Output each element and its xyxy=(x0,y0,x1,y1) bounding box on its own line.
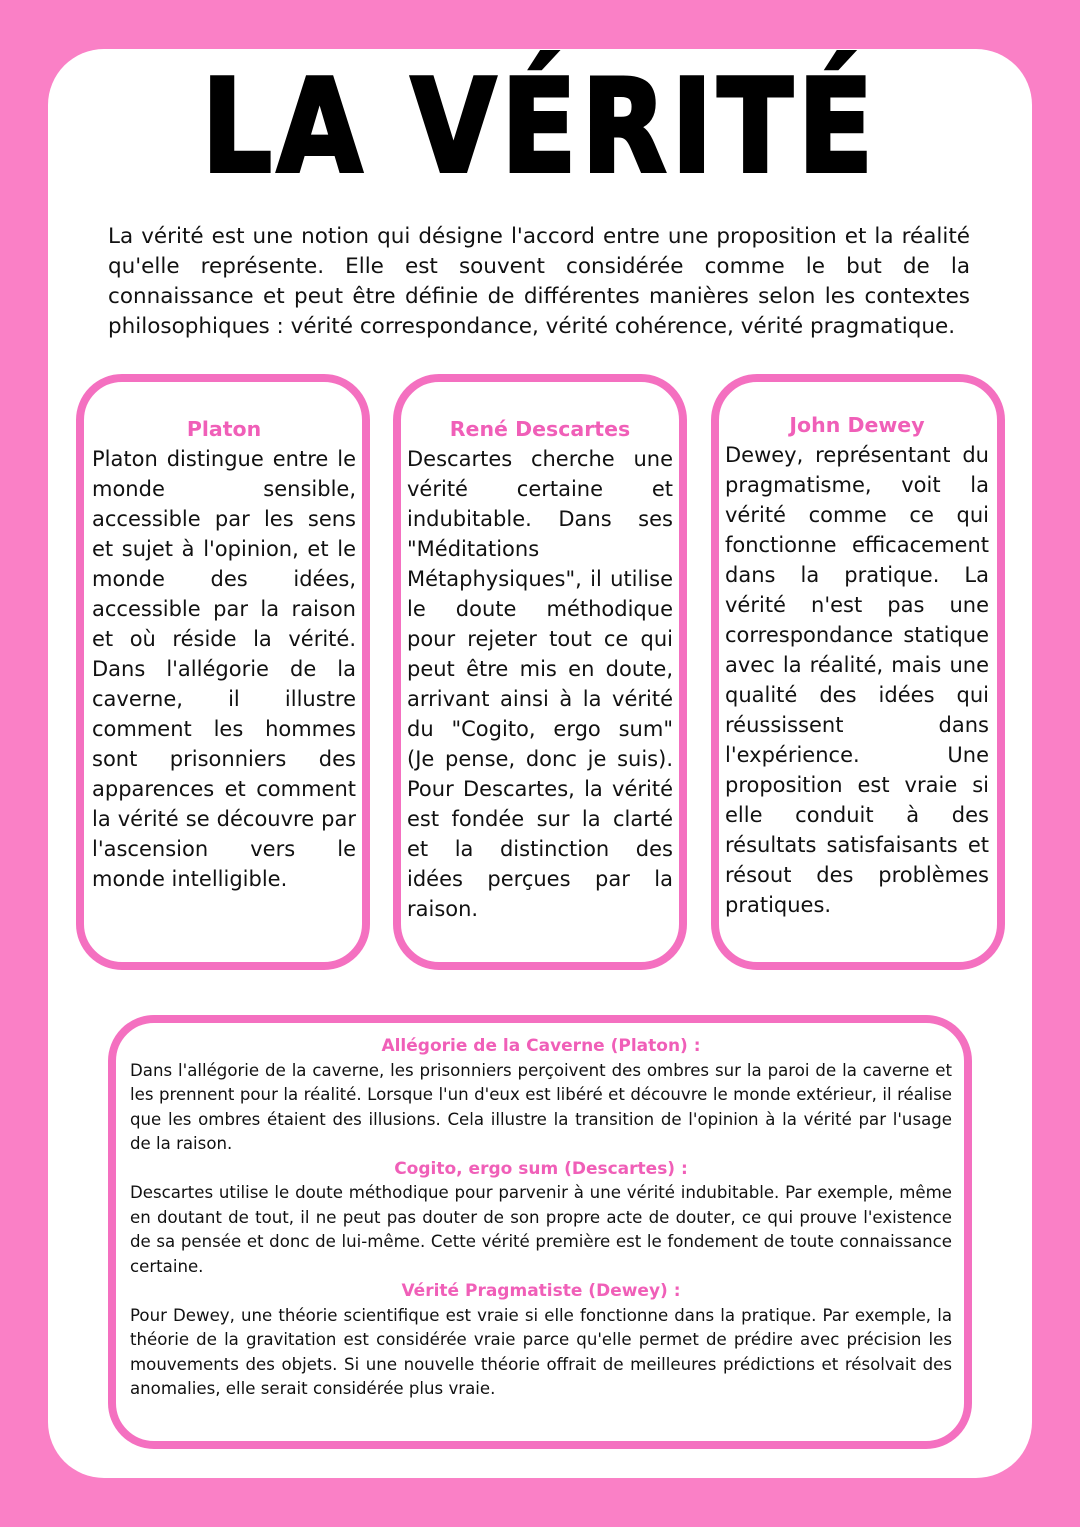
examples-box xyxy=(108,1015,972,1449)
card-dewey-text: Dewey, représentant du pragmatisme, voit la vérité comme ce qui fonctionne efficacement dans la pratique. La vérité n'est pas une correspondance statique avec la réalité, mais une qualité des idées qui réussissent dans l'expérience. Une proposition est vraie si elle conduit à des résultats satisfaisants et résout des problèmes pratiques. xyxy=(725,443,989,917)
example-caverne-text: Dans l'allégorie de la caverne, les prisonniers perçoivent des ombres sur la paroi de la caverne et les prennent pour la réalité. Lorsque l'un d'eux est libéré et découvre le monde extérieur, il réalise que les ombres étaient des illusions. Cela illustre la transition de l'opinion à la vérité par l'usage de la raison. xyxy=(130,1060,952,1153)
intro-paragraph: La vérité est une notion qui désigne l'accord entre une proposition et la réalité qu'elle représente. Elle est souvent considérée comme le but de la connaissance et peut être définie de différentes manières selon les contextes philosophiques : vérité correspondance, vérité cohérence, vérité pragmatique. xyxy=(108,224,970,339)
example-pragmatiste-heading: Vérité Pragmatiste (Dewey) : xyxy=(401,1281,681,1301)
card-platon xyxy=(76,374,370,970)
card-dewey-heading: John Dewey xyxy=(789,413,925,437)
page-title: LA VÉRITÉ xyxy=(201,53,879,202)
card-platon-heading: Platon xyxy=(186,417,262,441)
card-dewey xyxy=(711,374,1005,970)
card-platon-text: Platon distingue entre le monde sensible, accessible par les sens et sujet à l'opinion, et le monde des idées, accessible par la raison et où réside la vérité. Dans l'allégorie de la caverne, il illustre comment les hommes sont prisonniers des apparences et comment la vérité se découvre par l'ascension vers le monde intelligible. xyxy=(92,447,356,891)
example-caverne-heading: Allégorie de la Caverne (Platon) : xyxy=(381,1036,701,1056)
card-descartes xyxy=(393,374,687,970)
example-cogito-text: Descartes utilise le doute méthodique pour parvenir à une vérité indubitable. Par exemple, même en doutant de tout, il ne peut pas douter de son propre acte de douter, ce qui prouve l'existence de sa pensée et donc de lui-même. Cette vérité première est le fondement de toute connaissance certaine. xyxy=(130,1183,952,1276)
example-cogito-heading: Cogito, ergo sum (Descartes) : xyxy=(394,1158,688,1179)
card-descartes-heading: René Descartes xyxy=(449,417,631,441)
card-descartes-text: Descartes cherche une vérité certaine et indubitable. Dans ses "Méditations Métaphysiques", il utilise le doute méthodique pour rejeter tout ce qui peut être mis en doute, arrivant ainsi à la vérité du "Cogito, ergo sum" (Je pense, donc je suis). Pour Descartes, la vérité est fondée sur la clarté et la distinction des idées perçues par la raison. xyxy=(407,447,673,921)
example-pragmatiste-text: Pour Dewey, une théorie scientifique est vraie si elle fonctionne dans la pratique. Par exemple, la théorie de la gravitation est considérée vraie parce qu'elle permet de prédire avec précision les mouvements des objets. Si une nouvelle théorie offrait de meilleures prédictions et résolvait des anomalies, elle serait considérée plus vraie. xyxy=(130,1305,952,1398)
